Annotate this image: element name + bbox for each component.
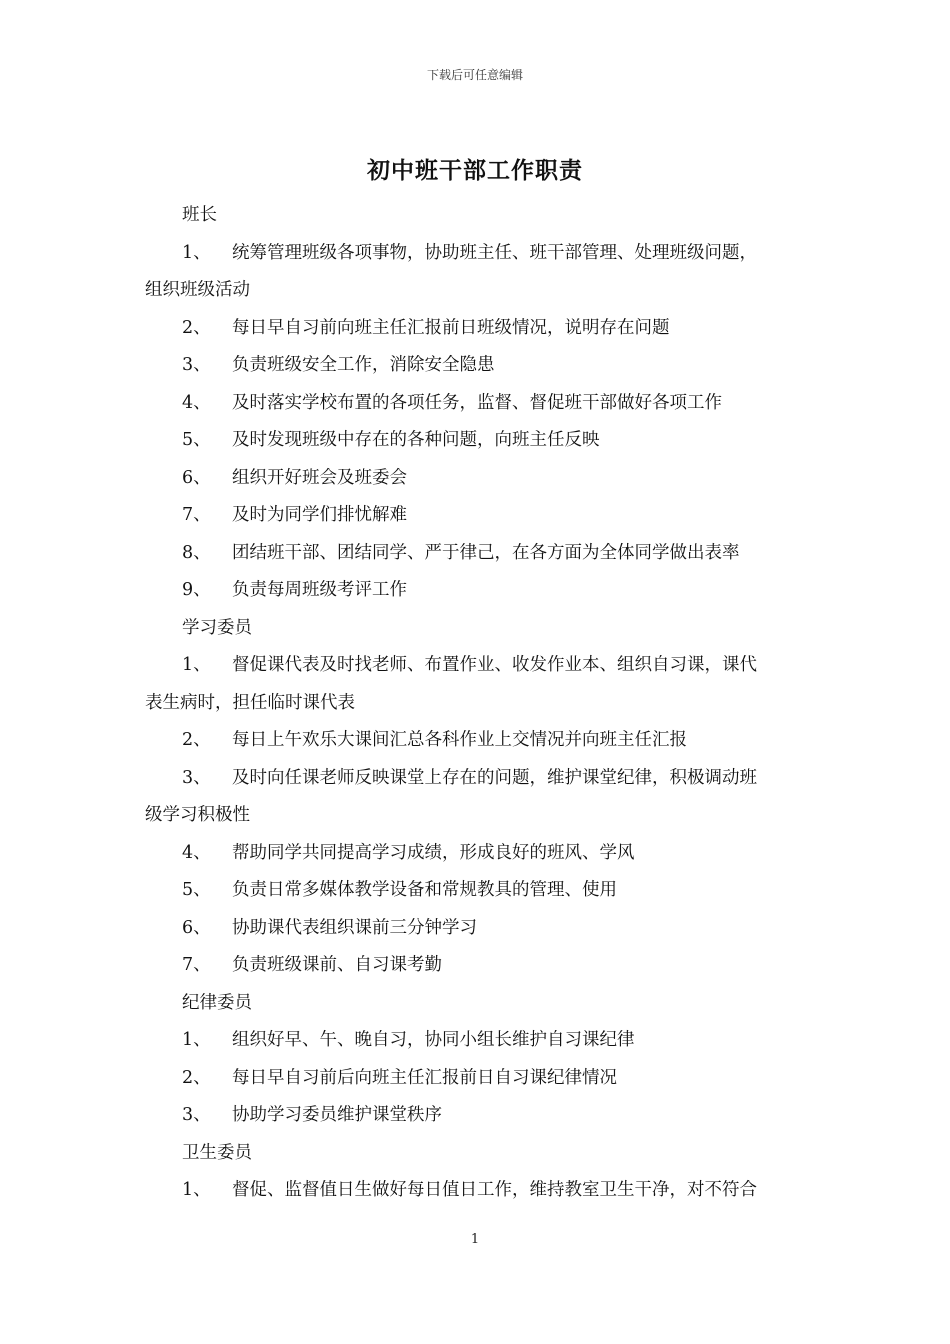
section-heading: 卫生委员 bbox=[182, 1142, 252, 1163]
list-item bbox=[145, 460, 810, 498]
section-heading: 学习委员 bbox=[182, 617, 252, 638]
list-item-number: 4、 bbox=[182, 392, 211, 413]
page-number: 1 bbox=[470, 1232, 480, 1247]
list-item-text: 督促课代表及时找老师、布置作业、收发作业本、组织自习课，课代 bbox=[232, 655, 757, 675]
list-item-text: 协助学习委员维护课堂秩序 bbox=[232, 1105, 442, 1125]
list-item bbox=[145, 835, 810, 873]
list-item-text: 组织好早、午、晚自习，协同小组长维护自习课纪律 bbox=[232, 1030, 635, 1050]
list-item bbox=[145, 722, 810, 760]
list-item-number: 1、 bbox=[182, 242, 211, 263]
list-item-number: 9、 bbox=[182, 580, 211, 600]
list-item-number: 1、 bbox=[182, 655, 211, 675]
page-header: 下载后可任意编辑 bbox=[426, 68, 523, 82]
list-item bbox=[145, 422, 810, 460]
list-item-text: 负责班级课前、自习课考勤 bbox=[232, 955, 442, 975]
document-title: 初中班干部工作职责 bbox=[367, 157, 583, 184]
list-item bbox=[145, 310, 810, 348]
list-item-text: 协助课代表组织课前三分钟学习 bbox=[232, 917, 477, 938]
list-item-number: 7、 bbox=[182, 955, 211, 975]
list-item-text: 团结班干部、团结同学、严于律己，在各方面为全体同学做出表率 bbox=[232, 542, 740, 563]
list-item bbox=[145, 347, 810, 385]
list-item-text: 组织开好班会及班委会 bbox=[232, 467, 407, 488]
list-item-number: 1、 bbox=[182, 1180, 211, 1200]
list-item-number: 6、 bbox=[182, 917, 211, 938]
list-item-number: 5、 bbox=[182, 880, 211, 900]
list-item-number: 1、 bbox=[182, 1030, 211, 1050]
list-item-text: 帮助同学共同提高学习成绩，形成良好的班风、学风 bbox=[232, 842, 635, 863]
list-item bbox=[145, 235, 810, 273]
list-item bbox=[145, 1097, 810, 1135]
list-item-text: 统筹管理班级各项事物，协助班主任、班干部管理、处理班级问题， bbox=[232, 242, 757, 263]
list-item-number: 2、 bbox=[182, 317, 211, 338]
list-item-continuation: 组织班级活动 bbox=[145, 280, 250, 300]
list-item bbox=[145, 497, 810, 535]
document-body bbox=[145, 197, 810, 1210]
list-item-text: 及时发现班级中存在的各种问题，向班主任反映 bbox=[232, 430, 600, 450]
list-item bbox=[145, 760, 810, 798]
list-item bbox=[145, 1060, 810, 1098]
list-item-continuation: 表生病时，担任临时课代表 bbox=[145, 692, 355, 713]
list-item-number: 7、 bbox=[182, 505, 211, 525]
list-item-text: 负责班级安全工作，消除安全隐患 bbox=[232, 355, 495, 375]
list-item-text: 负责日常多媒体教学设备和常规教具的管理、使用 bbox=[232, 880, 617, 900]
list-item bbox=[145, 385, 810, 423]
list-item bbox=[145, 872, 810, 910]
list-item-text: 及时落实学校布置的各项任务，监督、督促班干部做好各项工作 bbox=[232, 392, 722, 413]
list-item bbox=[145, 910, 810, 948]
list-item-text: 及时向任课老师反映课堂上存在的问题，维护课堂纪律，积极调动班 bbox=[232, 767, 757, 788]
list-item bbox=[145, 1022, 810, 1060]
list-item-number: 3、 bbox=[182, 355, 211, 375]
list-item-number: 6、 bbox=[182, 467, 211, 488]
list-item-text: 每日上午欢乐大课间汇总各科作业上交情况并向班主任汇报 bbox=[232, 730, 687, 750]
list-item-number: 2、 bbox=[182, 730, 211, 750]
list-item-number: 4、 bbox=[182, 842, 211, 863]
list-item-text: 督促、监督值日生做好每日值日工作，维持教室卫生干净，对不符合 bbox=[232, 1180, 757, 1200]
list-item bbox=[145, 572, 810, 610]
list-item bbox=[145, 647, 810, 685]
section-heading: 班长 bbox=[182, 205, 217, 225]
list-item-number: 3、 bbox=[182, 767, 211, 788]
list-item bbox=[145, 535, 810, 573]
list-item-text: 每日早自习前后向班主任汇报前日自习课纪律情况 bbox=[232, 1067, 617, 1088]
list-item-text: 每日早自习前向班主任汇报前日班级情况，说明存在问题 bbox=[232, 317, 670, 338]
section-heading: 纪律委员 bbox=[182, 992, 252, 1013]
list-item-number: 2、 bbox=[182, 1067, 211, 1088]
list-item bbox=[145, 1172, 810, 1210]
list-item-number: 3、 bbox=[182, 1105, 211, 1125]
list-item-text: 负责每周班级考评工作 bbox=[232, 580, 407, 600]
list-item-number: 8、 bbox=[182, 542, 211, 563]
list-item-number: 5、 bbox=[182, 430, 211, 450]
list-item-text: 及时为同学们排忧解难 bbox=[232, 505, 407, 525]
list-item-continuation: 级学习积极性 bbox=[145, 805, 250, 825]
list-item bbox=[145, 947, 810, 985]
